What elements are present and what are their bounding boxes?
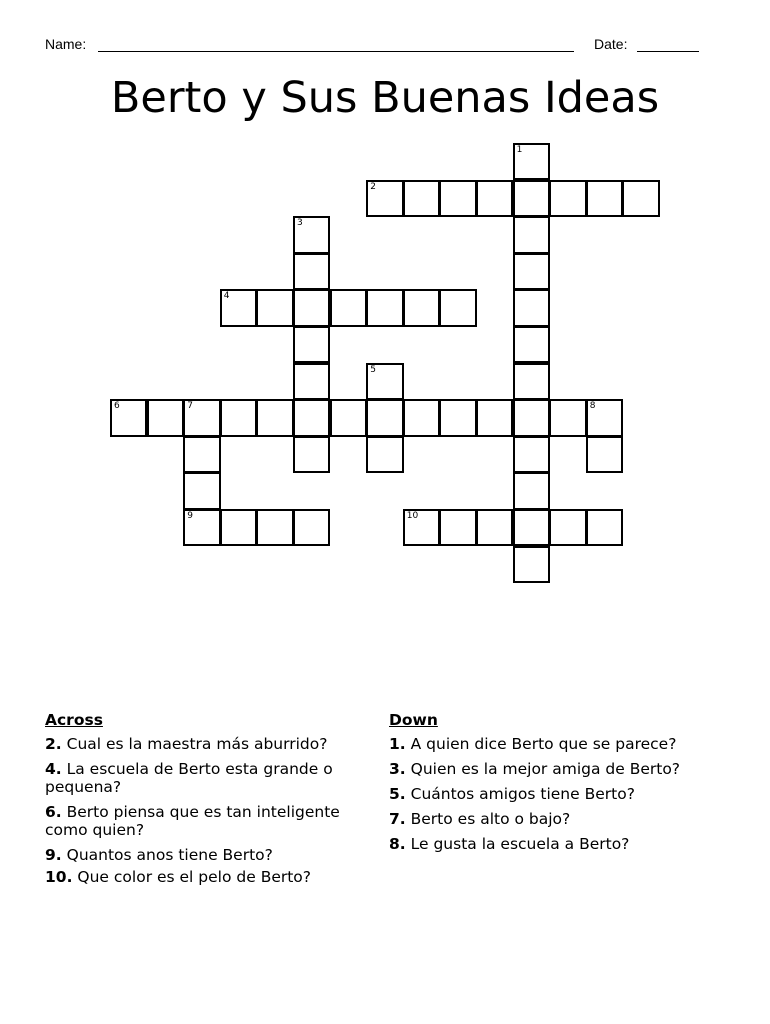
name-blank-line[interactable] [98, 51, 574, 52]
crossword-cell[interactable] [513, 289, 550, 326]
crossword-cell[interactable] [476, 180, 513, 217]
crossword-cell[interactable] [476, 399, 513, 436]
crossword-cell[interactable] [183, 472, 220, 509]
down-clue [389, 835, 729, 853]
across-clue [45, 868, 375, 886]
crossword-cell[interactable] [513, 253, 550, 290]
across-clue [45, 735, 375, 753]
cell-number: 3 [297, 218, 303, 229]
date-blank-line[interactable] [637, 51, 699, 52]
crossword-cell[interactable] [256, 289, 293, 326]
crossword-cell[interactable] [366, 180, 403, 217]
clue-number: 7. [389, 810, 406, 828]
crossword-cell[interactable] [439, 399, 476, 436]
crossword-cell[interactable] [256, 399, 293, 436]
crossword-cell[interactable] [220, 399, 257, 436]
crossword-cell[interactable] [147, 399, 184, 436]
crossword-cell[interactable] [513, 436, 550, 473]
clue-text: Que color es el pelo de Berto? [77, 868, 312, 886]
crossword-cell[interactable] [403, 289, 440, 326]
cell-number: 8 [589, 401, 596, 412]
across-heading: Across [45, 711, 103, 729]
clue-text: Le gusta la escuela a Berto? [410, 835, 630, 853]
crossword-cell[interactable] [293, 253, 330, 290]
crossword-cell[interactable] [293, 289, 330, 326]
crossword-cell[interactable] [256, 509, 293, 546]
crossword-cell[interactable] [476, 509, 513, 546]
crossword-cell[interactable] [513, 546, 550, 583]
crossword-cell[interactable] [586, 399, 623, 436]
clue-text: La escuela de Berto esta grande o pequena? [45, 760, 333, 796]
crossword-cell[interactable] [513, 363, 550, 400]
down-clue [389, 760, 729, 778]
crossword-cell[interactable] [586, 180, 623, 217]
page-title: Berto y Sus Buenas Ideas [110, 73, 660, 123]
down-clue [389, 810, 729, 828]
crossword-cell[interactable] [622, 180, 659, 217]
down-heading: Down [389, 711, 438, 729]
date-label: Date: [594, 36, 628, 52]
clue-number: 6. [45, 803, 62, 821]
crossword-cell[interactable] [293, 363, 330, 400]
crossword-cell[interactable] [513, 472, 550, 509]
crossword-cell[interactable] [366, 399, 403, 436]
crossword-cell[interactable] [293, 216, 330, 253]
crossword-cell[interactable] [586, 509, 623, 546]
clue-number: 9. [45, 846, 62, 864]
clue-number: 5. [389, 785, 406, 803]
crossword-cell[interactable] [439, 509, 476, 546]
crossword-cell[interactable] [293, 436, 330, 473]
clue-number: 10. [45, 868, 73, 886]
crossword-cell[interactable] [366, 289, 403, 326]
cell-number: 7 [187, 401, 193, 412]
across-clues [45, 711, 375, 893]
crossword-cell[interactable] [549, 180, 586, 217]
crossword-cell[interactable] [366, 363, 403, 400]
crossword-cell[interactable] [293, 399, 330, 436]
clue-text: Berto es alto o bajo? [410, 810, 571, 828]
clue-text: Cuántos amigos tiene Berto? [410, 785, 635, 803]
crossword-cell[interactable] [513, 509, 550, 546]
crossword-cell[interactable] [513, 143, 550, 180]
crossword-cell[interactable] [549, 399, 586, 436]
crossword-cell[interactable] [183, 399, 220, 436]
crossword-cell[interactable] [330, 289, 367, 326]
cell-number: 4 [223, 291, 230, 302]
clue-number: 1. [389, 735, 406, 753]
crossword-cell[interactable] [586, 436, 623, 473]
crossword-cell[interactable] [330, 399, 367, 436]
crossword-cell[interactable] [183, 436, 220, 473]
cell-number: 1 [516, 145, 523, 155]
clue-text: A quien dice Berto que se parece? [410, 735, 677, 753]
crossword-cell[interactable] [220, 509, 257, 546]
clue-number: 4. [45, 760, 62, 778]
clue-number: 2. [45, 735, 62, 753]
across-clue [45, 760, 375, 796]
clue-text: Quantos anos tiene Berto? [66, 846, 273, 864]
crossword-cell[interactable] [366, 436, 403, 473]
name-label: Name: [45, 36, 87, 52]
crossword-cell[interactable] [293, 326, 330, 363]
cell-number: 2 [370, 181, 376, 192]
crossword-cell[interactable] [403, 509, 440, 546]
crossword-cell[interactable] [110, 399, 147, 436]
crossword-cell[interactable] [220, 289, 257, 326]
down-clue [389, 735, 729, 753]
cell-number: 10 [406, 511, 419, 521]
crossword-cell[interactable] [439, 180, 476, 217]
crossword-cell[interactable] [513, 216, 550, 253]
crossword-cell[interactable] [513, 180, 550, 217]
down-clues [389, 711, 729, 860]
crossword-cell[interactable] [513, 399, 550, 436]
clue-text: Berto piensa que es tan inteligente como quien? [45, 803, 340, 839]
across-clue [45, 803, 375, 839]
across-clue [45, 846, 375, 864]
cell-number: 5 [370, 364, 376, 375]
clue-text: Quien es la mejor amiga de Berto? [410, 760, 681, 778]
crossword-cell[interactable] [513, 326, 550, 363]
down-clue [389, 785, 729, 803]
clue-number: 3. [389, 760, 406, 778]
cell-number: 6 [114, 401, 120, 412]
cell-number: 9 [187, 511, 193, 521]
crossword-cell[interactable] [403, 399, 440, 436]
crossword-cell[interactable] [183, 509, 220, 546]
crossword-cell[interactable] [549, 509, 586, 546]
clue-text: Cual es la maestra más aburrido? [66, 735, 328, 753]
crossword-cell[interactable] [293, 509, 330, 546]
crossword-cell[interactable] [439, 289, 476, 326]
clue-number: 8. [389, 835, 406, 853]
crossword-cell[interactable] [403, 180, 440, 217]
